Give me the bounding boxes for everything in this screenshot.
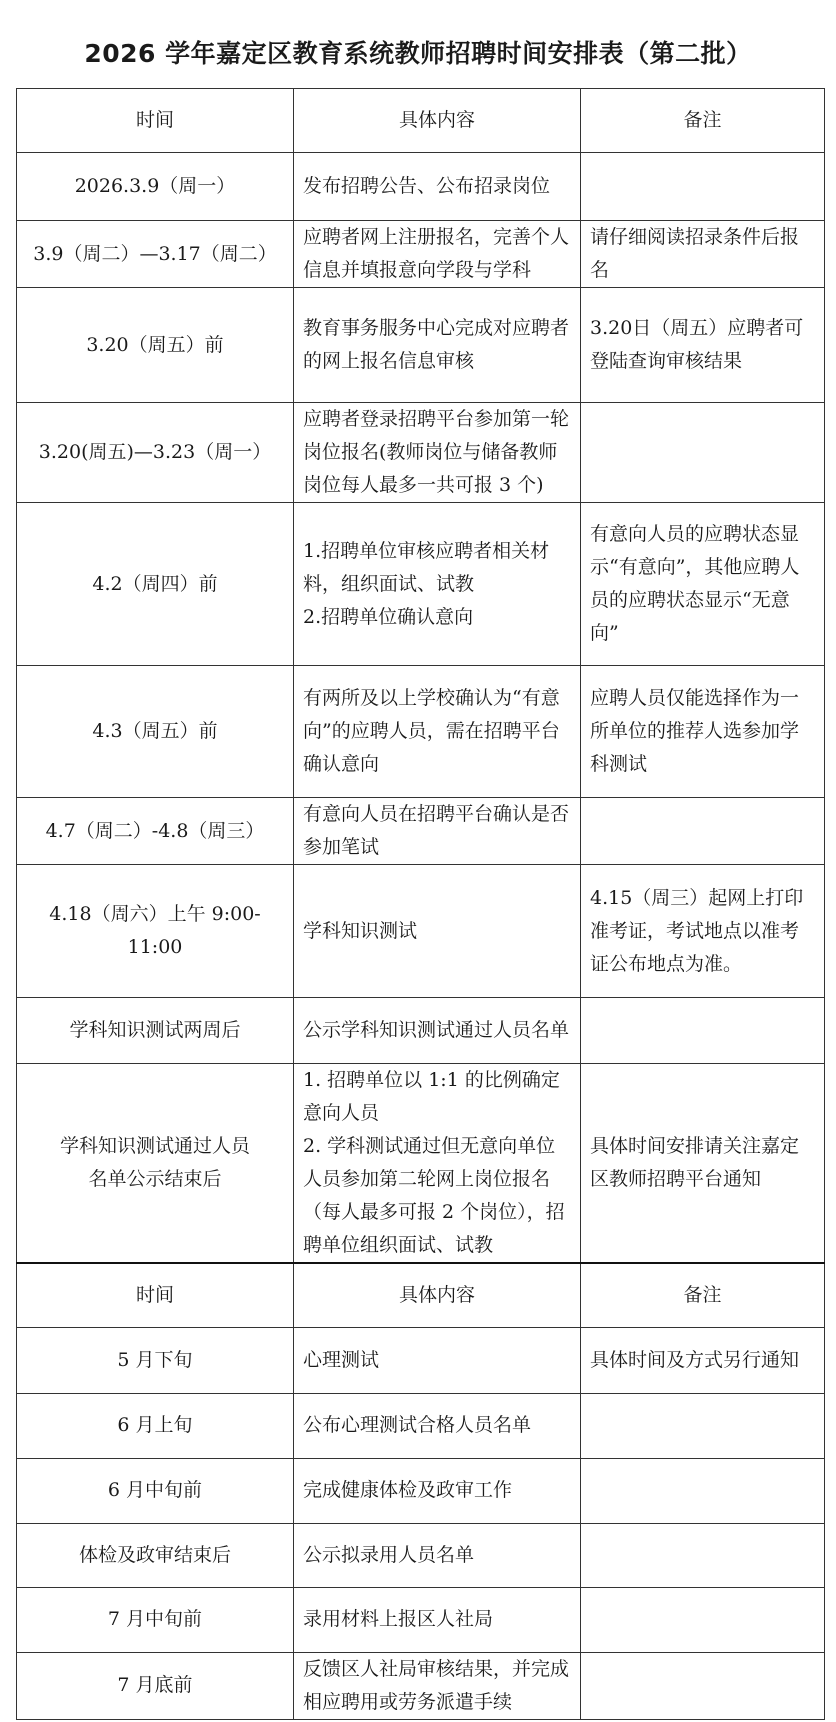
table-row	[17, 1064, 825, 1264]
row-time: 4.2（周四）前	[17, 503, 294, 666]
table-row	[17, 1327, 825, 1393]
row-note: 4.15（周三）起网上打印准考证，考试地点以准考证公布地点为准。	[581, 865, 825, 998]
table-row	[17, 798, 825, 865]
header-content: 具体内容	[294, 89, 581, 153]
table-row	[17, 666, 825, 798]
table-row	[17, 998, 825, 1064]
table-header	[17, 89, 825, 153]
row-note: 具体时间及方式另行通知	[581, 1327, 825, 1393]
schedule-table	[16, 88, 825, 1720]
row-note	[581, 798, 825, 865]
row-note: 有意向人员的应聘状态显示“有意向”，其他应聘人员的应聘状态显示“无意向”	[581, 503, 825, 666]
row-time: 体检及政审结束后	[17, 1523, 294, 1587]
row-content: 有意向人员在招聘平台确认是否参加笔试	[294, 798, 581, 865]
row-note	[581, 1393, 825, 1458]
row-time: 6 月中旬前	[17, 1458, 294, 1523]
row-content: 发布招聘公告、公布招录岗位	[294, 153, 581, 221]
table-row	[17, 865, 825, 998]
row-time: 学科知识测试通过人员 名单公示结束后	[17, 1064, 294, 1264]
row-time: 4.7（周二）-4.8（周三）	[17, 798, 294, 865]
row-note: 3.20日（周五）应聘者可登陆查询审核结果	[581, 288, 825, 403]
row-note: 具体时间安排请关注嘉定区教师招聘平台通知	[581, 1064, 825, 1264]
row-note	[581, 153, 825, 221]
row-content: 1.招聘单位审核应聘者相关材料，组织面试、试教 2.招聘单位确认意向	[294, 503, 581, 666]
header-note: 备注	[581, 89, 825, 153]
row-content: 录用材料上报区人社局	[294, 1587, 581, 1652]
row-time: 6 月上旬	[17, 1393, 294, 1458]
row-note: 请仔细阅读招录条件后报名	[581, 221, 825, 288]
table-row	[17, 403, 825, 503]
row-time: 3.20(周五)—3.23（周一）	[17, 403, 294, 503]
header-time: 时间	[17, 1263, 294, 1327]
row-content: 有两所及以上学校确认为“有意向”的应聘人员，需在招聘平台确认意向	[294, 666, 581, 798]
row-note	[581, 1523, 825, 1587]
row-content: 完成健康体检及政审工作	[294, 1458, 581, 1523]
row-content: 反馈区人社局审核结果，并完成相应聘用或劳务派遣手续	[294, 1652, 581, 1719]
table-row	[17, 153, 825, 221]
table-header-repeat	[17, 1263, 825, 1327]
header-content: 具体内容	[294, 1263, 581, 1327]
table-row	[17, 1587, 825, 1652]
table-row	[17, 503, 825, 666]
row-note	[581, 403, 825, 503]
row-note	[581, 1458, 825, 1523]
row-content: 应聘者登录招聘平台参加第一轮岗位报名(教师岗位与储备教师岗位每人最多一共可报 3 个)	[294, 403, 581, 503]
row-content: 学科知识测试	[294, 865, 581, 998]
row-time: 4.3（周五）前	[17, 666, 294, 798]
row-time: 5 月下旬	[17, 1327, 294, 1393]
row-content: 公布心理测试合格人员名单	[294, 1393, 581, 1458]
row-time: 3.20（周五）前	[17, 288, 294, 403]
row-time: 2026.3.9（周一）	[17, 153, 294, 221]
row-note	[581, 1587, 825, 1652]
table-row	[17, 288, 825, 403]
row-content: 教育事务服务中心完成对应聘者的网上报名信息审核	[294, 288, 581, 403]
row-note: 应聘人员仅能选择作为一所单位的推荐人选参加学科测试	[581, 666, 825, 798]
row-time: 7 月中旬前	[17, 1587, 294, 1652]
row-time: 4.18（周六）上午 9:00-11:00	[17, 865, 294, 998]
row-note	[581, 998, 825, 1064]
row-content: 公示学科知识测试通过人员名单	[294, 998, 581, 1064]
table-row	[17, 221, 825, 288]
page-title: 2026 学年嘉定区教育系统教师招聘时间安排表（第二批）	[84, 39, 752, 68]
row-content: 1. 招聘单位以 1:1 的比例确定意向人员 2. 学科测试通过但无意向单位人员参加第二轮网上岗位报名（每人最多可报 2 个岗位），招聘单位组织面试、试教	[294, 1064, 581, 1264]
table-row	[17, 1523, 825, 1587]
row-note	[581, 1652, 825, 1719]
row-content: 应聘者网上注册报名，完善个人信息并填报意向学段与学科	[294, 221, 581, 288]
table-row	[17, 1458, 825, 1523]
row-content: 心理测试	[294, 1327, 581, 1393]
table-row	[17, 1393, 825, 1458]
table-row	[17, 1652, 825, 1719]
row-content: 公示拟录用人员名单	[294, 1523, 581, 1587]
header-note: 备注	[581, 1263, 825, 1327]
row-time: 7 月底前	[17, 1652, 294, 1719]
header-time: 时间	[17, 89, 294, 153]
row-time: 3.9（周二）—3.17（周二）	[17, 221, 294, 288]
row-time: 学科知识测试两周后	[17, 998, 294, 1064]
